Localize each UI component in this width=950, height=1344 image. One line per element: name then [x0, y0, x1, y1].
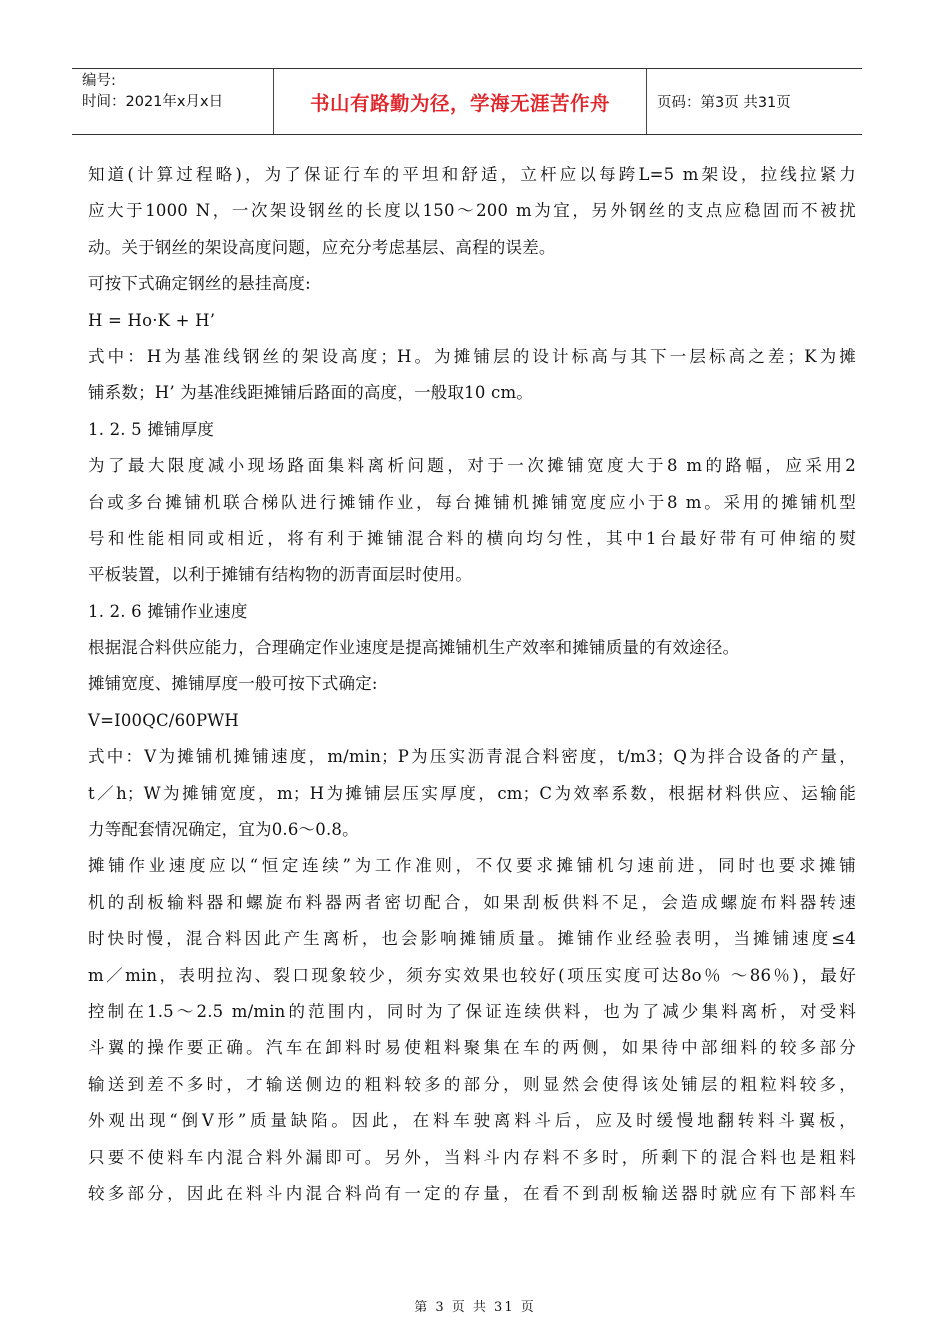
- text-line: 号和性能相同或相近，将有利于摊铺混合料的横向均匀性，其中1台最好带有可伸缩的熨: [88, 528, 856, 548]
- page-footer: 第 3 页 共 31 页: [414, 1300, 536, 1315]
- text-line: 1. 2. 5 摊铺厚度: [88, 419, 215, 439]
- text-line: 摊铺作业速度应以“恒定连续”为工作准则，不仅要求摊铺机匀速前进，同时也要求摊铺: [88, 856, 856, 876]
- text-line: t／h；W为摊铺宽度，m；H为摊铺层压实厚度，cm；C为效率系数，根据材料供应、运输能: [88, 783, 856, 803]
- text-line: 斗翼的操作要正确。汽车在卸料时易使粗料聚集在车的两侧，如果待中部细料的较多部分: [88, 1038, 856, 1058]
- page-header: [72, 68, 862, 135]
- text-line: 可按下式确定钢丝的悬挂高度:: [88, 274, 311, 294]
- text-line: 输送到差不多时，才输送侧边的粗料较多的部分，则显然会使得该处铺层的粗粒料较多，: [88, 1074, 856, 1094]
- text-line: 外观出现“倒V形”质量缺陷。因此，在料车驶离料斗后，应及时缓慢地翻转料斗翼板，: [88, 1111, 856, 1131]
- text-line: 为了最大限度减小现场路面集料离析问题，对于一次摊铺宽度大于8 m的路幅，应采用2: [88, 456, 856, 476]
- text-line: 根据混合料供应能力，合理确定作业速度是提高摊铺机生产效率和摊铺质量的有效途径。: [88, 638, 740, 658]
- document-body: [88, 157, 856, 1212]
- text-line: 只要不使料车内混合料外漏即可。另外，当料斗内存料不多时，所剩下的混合料也是粗料: [88, 1147, 856, 1167]
- text-line: 应大于1000 N，一次架设钢丝的长度以150～200 m为宜，另外钢丝的支点应稳固而不被扰: [88, 201, 856, 221]
- text-line: 铺系数；H’ 为基准线距摊铺后路面的高度，一般取10 cm。: [88, 383, 534, 403]
- text-line: 力等配套情况确定，宜为0.6～0.8。: [88, 820, 359, 840]
- text-line: 控制在1.5～2.5 m/min的范围内，同时为了保证连续供料，也为了减少集料离析，对受料: [88, 1001, 856, 1021]
- text-line: 台或多台摊铺机联合梯队进行摊铺作业，每台摊铺机摊铺宽度应小于8 m。采用的摊铺机型: [88, 492, 856, 512]
- text-line: 较多部分，因此在料斗内混合料尚有一定的存量，在看不到刮板输送器时就应有下部料车: [88, 1183, 856, 1203]
- text-line: 时快时慢，混合料因此产生离析，也会影响摊铺质量。摊铺作业经验表明，当摊铺速度≤4: [88, 929, 856, 949]
- text-line: 摊铺宽度、摊铺厚度一般可按下式确定:: [88, 674, 378, 694]
- text-line: 式中：V为摊铺机摊铺速度，m/min；P为压实沥青混合料密度，t/m3；Q为拌合设备的产量，: [88, 747, 856, 767]
- text-line: m／min，表明拉沟、裂口现象较少，须夯实效果也较好(项压实度可达8o％ ～86％)，最好: [88, 965, 856, 985]
- text-line: V=I00QC/60PWH: [88, 710, 240, 730]
- header-meta: [72, 69, 274, 134]
- document-date: 时间：2021年x月x日: [82, 94, 224, 110]
- text-line: 1. 2. 6 摊铺作业速度: [88, 601, 248, 621]
- text-line: H = Ho·K + H’: [88, 310, 216, 330]
- text-line: 动。关于钢丝的架设高度问题，应充分考虑基层、高程的误差。: [88, 237, 556, 257]
- text-line: 式中：H为基准线钢丝的架设高度；H。为摊铺层的设计标高与其下一层标高之差；K为摊: [88, 346, 856, 366]
- text-line: 机的刮板输料器和螺旋布料器两者密切配合，如果刮板供料不足，会造成螺旋布料器转速: [88, 892, 856, 912]
- text-line: 知道(计算过程略)，为了保证行车的平坦和舒适，立杆应以每跨L=5 m架设，拉线拉紧力: [88, 165, 856, 184]
- text-line: 平板装置，以利于摊铺有结构物的沥青面层时使用。: [88, 565, 473, 585]
- header-page-info: 页码：第3页 共31页: [657, 95, 791, 111]
- header-motto: 书山有路勤为径，学海无涯苦作舟: [274, 69, 647, 134]
- document-number-label: 编号:: [82, 73, 116, 89]
